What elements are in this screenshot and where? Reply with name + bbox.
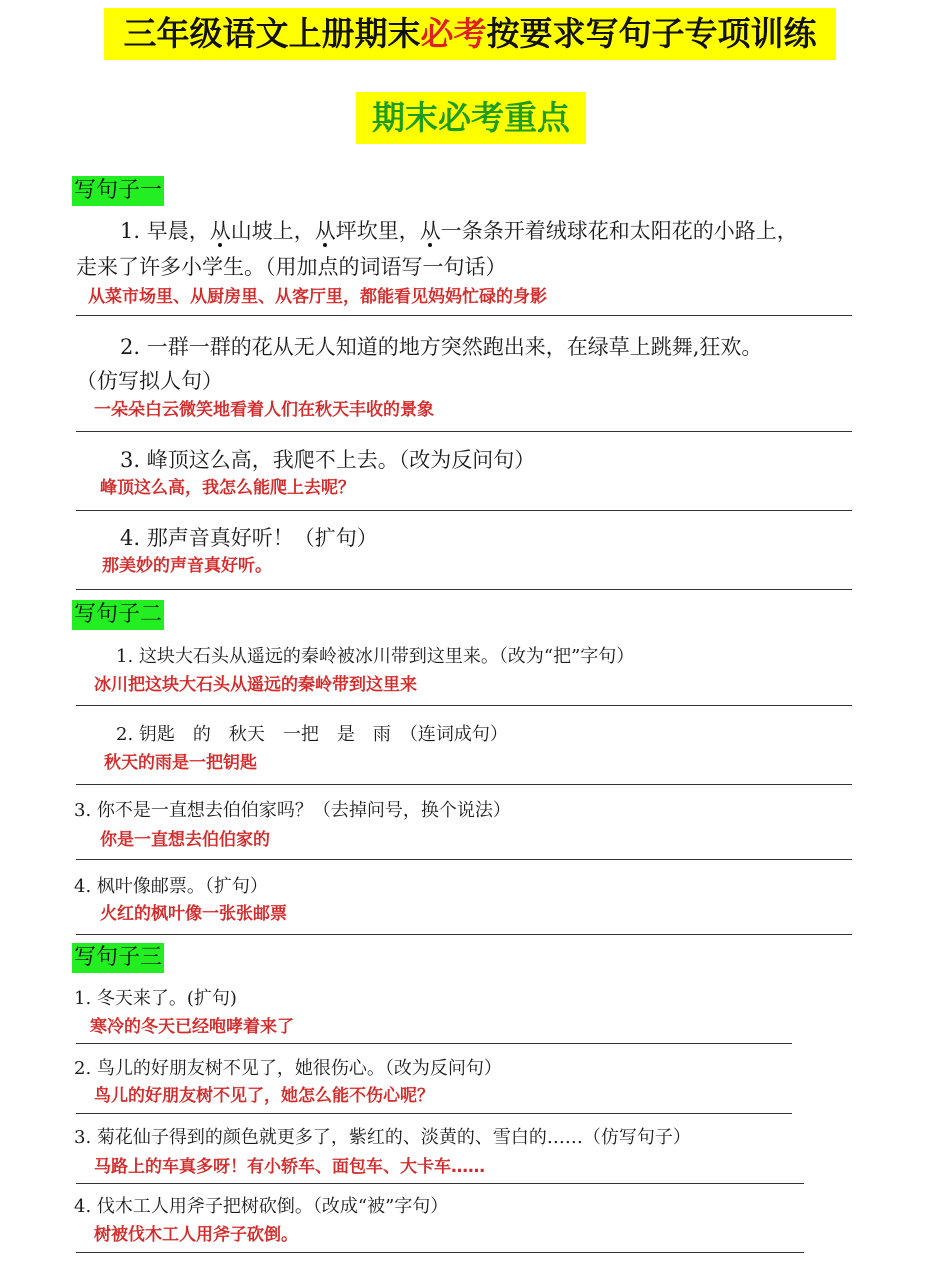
section-3-question-1: 1. 冬天来了。(扩句): [74, 988, 237, 1009]
dotted-word: 从: [314, 219, 336, 243]
dotted-word: 从: [209, 219, 231, 243]
section-1-question-4: 4. 那声音真好听！（扩句）: [120, 526, 378, 550]
section-3-question-4: 4. 伐木工人用斧子把树砍倒。（改成“被”字句）: [74, 1196, 449, 1217]
section-1-question-1-line-2: 走来了许多小学生。（用加点的词语写一句话）: [76, 255, 507, 279]
answer-line: [76, 1252, 804, 1253]
section-1-question-1-line-1: 1. 早晨，从山坡上，从坪坎里，从一条条开着绒球花和太阳花的小路上，: [120, 219, 798, 243]
answer-line: [76, 589, 852, 590]
section-2-question-3: 3. 你不是一直想去伯伯家吗？（去掉问号，换个说法）: [74, 800, 511, 821]
title-part-2: 按要求写句子专项训练: [486, 14, 817, 53]
section-3-answer-4: 树被伐木工人用斧子砍倒。: [94, 1225, 298, 1245]
section-1-answer-3: 峰顶这么高，我怎么能爬上去呢？: [100, 478, 355, 498]
section-2-question-1: 1. 这块大石头从遥远的秦岭被冰川带到这里来。（改为“把”字句）: [116, 646, 635, 667]
section-3-question-2: 2. 鸟儿的好朋友树不见了，她很伤心。（改为反问句）: [74, 1058, 502, 1079]
section-2-answer-3: 你是一直想去伯伯家的: [100, 830, 270, 850]
section-1-header: 写句子一: [72, 176, 164, 206]
section-1-answer-4: 那美妙的声音真好听。: [102, 556, 272, 576]
answer-line: [76, 1113, 792, 1114]
answer-line: [76, 859, 852, 860]
answer-line: [76, 431, 852, 432]
answer-line: [76, 1043, 792, 1044]
section-3-answer-2: 鸟儿的好朋友树不见了，她怎么能不伤心呢？: [94, 1086, 434, 1106]
page-title: [104, 8, 836, 60]
section-3-header: 写句子三: [72, 943, 164, 973]
section-2-question-4: 4. 枫叶像邮票。（扩句）: [74, 876, 268, 897]
title-part-1: 三年级语文上册期末: [123, 14, 421, 53]
title-accent: 必考: [420, 14, 487, 53]
answer-line: [76, 705, 852, 706]
section-1-question-2-line-2: （仿写拟人句）: [76, 369, 223, 393]
answer-line: [76, 934, 852, 935]
page-subtitle: 期末必考重点: [356, 92, 586, 144]
section-1-question-3: 3. 峰顶这么高，我爬不上去。（改为反问句）: [120, 448, 536, 472]
answer-line: [76, 315, 852, 316]
section-2-answer-4: 火红的枫叶像一张张邮票: [100, 904, 287, 924]
section-1-answer-1: 从菜市场里、从厨房里、从客厅里，都能看见妈妈忙碌的身影: [88, 287, 547, 307]
section-2-answer-2: 秋天的雨是一把钥匙: [104, 753, 257, 773]
section-3-question-3: 3. 菊花仙子得到的颜色就更多了，紫红的、淡黄的、雪白的……（仿写句子）: [74, 1127, 691, 1148]
answer-line: [76, 510, 852, 511]
answer-line: [76, 1183, 804, 1184]
section-2-header: 写句子二: [72, 600, 164, 630]
section-3-answer-1: 寒冷的冬天已经咆哮着来了: [90, 1017, 294, 1037]
section-1-answer-2: 一朵朵白云微笑地看着人们在秋天丰收的景象: [94, 400, 434, 420]
section-3-answer-3: 马路上的车真多呀！有小轿车、面包车、大卡车……: [94, 1157, 485, 1177]
section-1-question-2-line-1: 2. 一群一群的花从无人知道的地方突然跑出来，在绿草上跳舞,狂欢。: [120, 335, 763, 359]
answer-line: [76, 784, 852, 785]
section-2-answer-1: 冰川把这块大石头从遥远的秦岭带到这里来: [94, 675, 417, 695]
dotted-word: 从: [419, 219, 441, 243]
section-2-question-2: 2. 钥匙 的 秋天 一把 是 雨 （连词成句）: [116, 724, 508, 745]
